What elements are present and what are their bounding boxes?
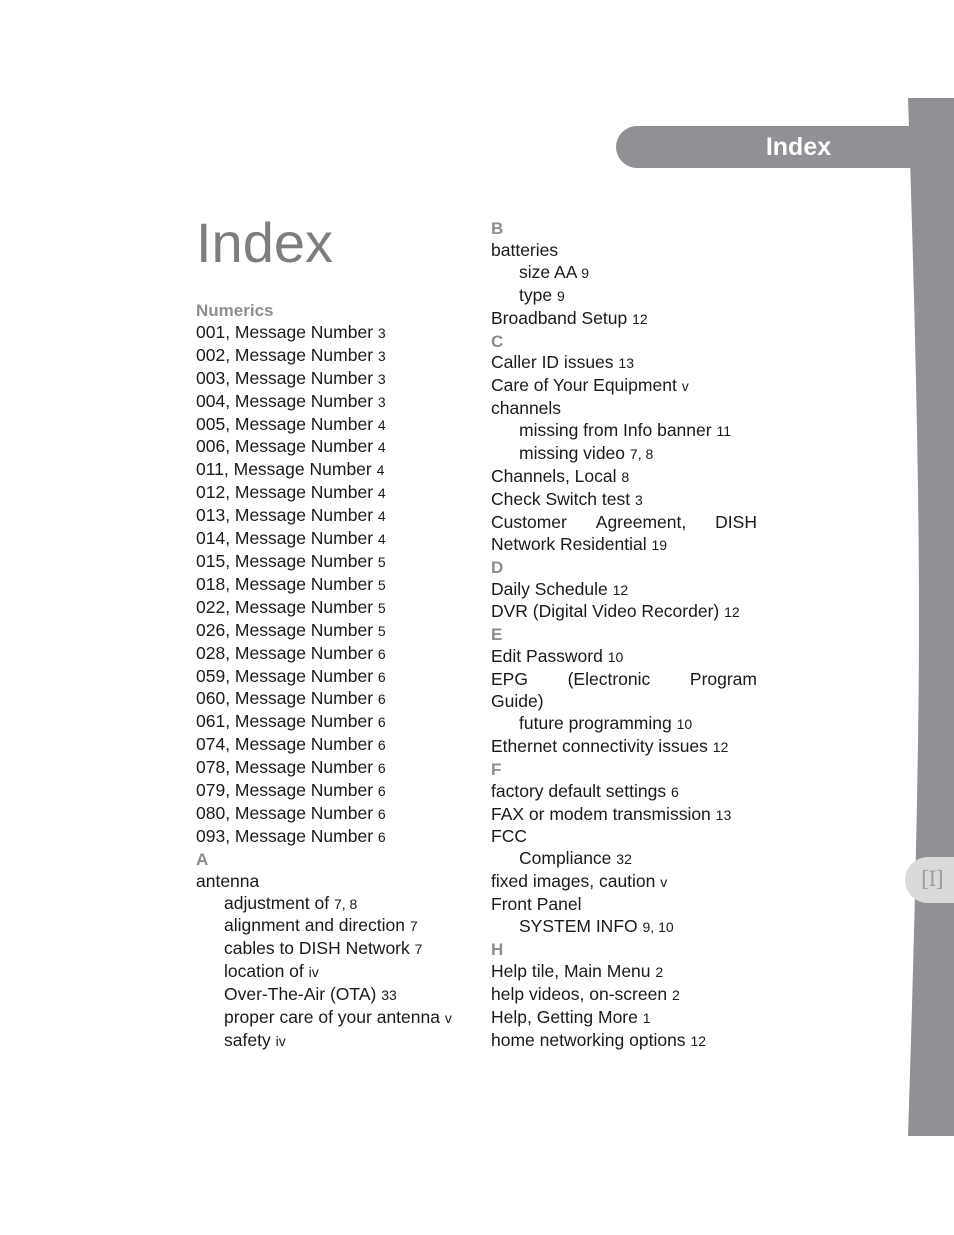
index-entry [196,803,464,826]
entry-text: FCC [491,826,527,847]
entry-text: 014, Message Number [196,528,374,549]
section-heading-numerics: Numerics [196,301,274,320]
index-entry [196,711,464,734]
entry-pages: 4 [377,416,386,433]
e-list-post [491,713,759,759]
entry-pages: 10 [607,649,624,666]
index-entry [491,466,759,489]
entry-pages: 4 [377,531,386,548]
index-entry [491,579,759,602]
index-entry [491,1030,759,1053]
entry-text: 005, Message Number [196,413,374,434]
entry-text: 022, Message Number [196,596,374,617]
entry-text: missing video [519,443,626,464]
index-entry [491,871,759,894]
entry-text: 011, Message Number [196,459,372,480]
entry-word: DISH [715,511,757,532]
section-heading-f: F [491,759,502,779]
index-entry [491,262,759,285]
index-entry-epg-cont [491,691,759,713]
index-entry [196,391,464,414]
entry-text: 004, Message Number [196,390,374,411]
index-entry [491,894,759,916]
b-list [491,240,759,331]
entry-pages: v [681,378,689,395]
index-entry [196,984,464,1007]
entry-pages: 11 [716,423,732,440]
section-heading-c: C [491,331,504,351]
entry-pages: 6 [377,828,386,845]
index-entry [196,961,464,984]
index-entry [491,804,759,827]
entry-pages: 6 [377,805,386,822]
index-entry [196,620,464,643]
index-entry [491,781,759,804]
side-tab [905,857,954,903]
entry-text: size AA [519,261,577,282]
index-entry [196,414,464,437]
entry-text: 012, Message Number [196,482,374,503]
entry-text: Daily Schedule [491,578,608,599]
entry-pages: 8 [621,468,630,485]
section-heading-h: H [491,940,504,959]
index-entry [196,688,464,711]
index-entry [491,420,759,443]
entry-pages: 6 [377,737,386,754]
index-entry [196,643,464,666]
index-entry [196,1030,464,1053]
entry-pages: 5 [377,553,386,570]
entry-pages: 6 [377,691,386,708]
index-entry [491,398,759,420]
entry-pages: 5 [377,576,386,593]
entry-pages: 13 [618,355,634,372]
entry-text: Broadband Setup [491,307,628,328]
index-entry-customer-agreement-cont [491,534,759,557]
entry-text: 003, Message Number [196,367,374,388]
entry-text: Channels, Local [491,465,617,486]
entry-text: batteries [491,239,559,260]
side-strip [905,98,954,1136]
entry-text: FAX or modem transmission [491,803,711,824]
index-entry [196,597,464,620]
entry-text: 078, Message Number [196,757,374,778]
book-icon: [I] [921,867,943,891]
entry-pages: 3 [377,370,386,387]
index-entry [491,443,759,466]
entry-pages: 2 [671,986,680,1003]
entry-text: Network Residential [491,533,647,554]
entry-text: 074, Message Number [196,734,374,755]
entry-word: Customer [491,511,567,532]
numerics-list [196,322,464,849]
entry-text: fixed images, caution [491,871,656,892]
index-entry [491,984,759,1007]
entry-text: antenna [196,870,260,891]
entry-pages: v [660,874,668,891]
index-entry [196,893,464,916]
entry-pages: 6 [377,714,386,731]
h-list [491,961,759,1053]
index-entry [196,734,464,757]
entry-pages: 3 [377,393,386,410]
entry-word: EPG [491,669,528,690]
entry-text: type [519,284,553,305]
index-entry [196,574,464,597]
index-entry [491,916,759,939]
index-entry [196,915,464,938]
entry-text: adjustment of [224,892,330,913]
entry-pages: 13 [715,806,732,823]
entry-pages: 19 [651,536,668,553]
entry-pages: 12 [724,604,740,621]
entry-text: 001, Message Number [196,321,374,342]
entry-pages: 6 [377,668,386,685]
entry-text: future programming [519,712,672,733]
entry-pages: 4 [377,485,386,502]
entry-text: DVR (Digital Video Recorder) [491,601,720,622]
entry-pages: 7 [409,918,418,935]
index-entry [196,826,464,849]
index-column-1 [196,300,464,1053]
entry-text: cables to DISH Network [224,938,410,959]
entry-text: Over-The-Air (OTA) [224,984,377,1005]
entry-pages: 7, 8 [629,446,654,463]
entry-pages: 33 [381,987,397,1004]
section-heading-d: D [491,557,504,577]
index-entry [491,285,759,308]
index-entry [196,871,464,893]
index-entry [196,368,464,391]
entry-text: Caller ID issues [491,352,614,373]
index-entry [491,375,759,398]
index-entry [491,601,759,624]
header-tab-label: Index [765,133,832,161]
entry-text: safety [224,1030,271,1050]
index-entry [196,345,464,368]
entry-text: Ethernet connectivity issues [491,735,708,756]
entry-pages: 12 [712,738,729,755]
entry-text: 026, Message Number [196,619,374,640]
index-entry-epg [491,669,757,691]
entry-pages: v [444,1010,452,1027]
entry-text: SYSTEM INFO [519,916,638,937]
entry-text: Guide) [491,691,544,712]
entry-pages: 4 [377,508,386,525]
entry-text: 059, Message Number [196,665,374,686]
d-list [491,579,759,625]
index-entry [491,1007,759,1030]
entry-text: 028, Message Number [196,642,374,663]
entry-pages: 12 [690,1032,707,1049]
index-entry [491,713,759,736]
index-entry [196,666,464,689]
entry-pages: 3 [634,491,643,508]
entry-text: alignment and direction [224,915,405,936]
index-entry [491,352,759,375]
entry-pages: 2 [655,963,664,980]
entry-text: 060, Message Number [196,688,374,709]
entry-pages: 6 [377,760,386,777]
section-heading-a: A [196,849,209,869]
entry-pages: 1 [642,1009,651,1026]
entry-text: location of [224,961,304,982]
entry-pages: 5 [377,599,386,616]
index-entry [491,646,759,669]
entry-text: 079, Message Number [196,780,374,801]
entry-word: Agreement, [595,511,687,532]
entry-pages: 3 [377,324,386,341]
entry-text: 002, Message Number [196,344,374,365]
section-heading-e: E [491,625,503,645]
index-entry [491,736,759,759]
entry-text: Compliance [519,848,612,869]
entry-pages: 10 [676,715,693,732]
index-entry [196,938,464,961]
entry-pages: 7, 8 [333,895,358,912]
entry-pages: iv [275,1033,286,1049]
c-list [491,352,759,511]
entry-text: Care of Your Equipment [491,375,677,396]
entry-pages: 5 [377,622,386,639]
page-title: Index [196,211,333,274]
entry-text: 018, Message Number [196,573,374,594]
entry-pages: 3 [377,347,386,364]
entry-text: 015, Message Number [196,550,374,571]
entry-text: channels [491,398,562,419]
entry-text: missing from Info banner [519,420,712,441]
index-entry [491,848,759,871]
index-entry [491,826,759,848]
f-list [491,781,759,939]
entry-pages: 4 [376,462,385,479]
a-list [196,871,464,1053]
index-entry [491,961,759,984]
entry-text: help videos, on-screen [491,983,668,1004]
entry-pages: 32 [616,851,632,868]
index-entry [196,780,464,803]
entry-text: 013, Message Number [196,505,374,526]
index-column-2 [491,218,759,1053]
entry-text: Check Switch test [491,488,631,509]
entry-word: (Electronic [567,669,651,690]
entry-text: Front Panel [491,894,582,915]
section-heading-b: B [491,219,504,238]
entry-word: Program [689,669,757,690]
entry-text: 061, Message Number [196,711,374,732]
index-entry [196,322,464,345]
entry-pages: iv [308,964,319,981]
index-entry [491,308,759,331]
entry-pages: 4 [377,439,386,456]
index-entry [196,482,464,505]
index-entry [196,757,464,780]
index-entry [491,489,759,512]
entry-text: Help tile, Main Menu [491,960,651,981]
entry-text: Edit Password [491,646,603,667]
index-entry [196,436,464,459]
entry-pages: 12 [612,581,629,598]
entry-text: 080, Message Number [196,802,374,823]
index-entry [196,459,464,482]
entry-text: factory default settings [491,780,667,801]
entry-text: 006, Message Number [196,436,374,457]
entry-pages: 7 [414,941,423,958]
entry-pages: 6 [670,783,679,800]
entry-pages: 9 [581,264,590,281]
entry-text: 093, Message Number [196,825,374,846]
index-entry [196,505,464,528]
entry-pages: 9 [556,287,565,304]
entry-pages: 6 [377,783,386,800]
index-entry [491,240,759,262]
index-entry-customer-agreement [491,512,757,534]
entry-text: home networking options [491,1029,686,1050]
index-entry [196,551,464,574]
entry-text: Help, Getting More [491,1006,638,1027]
entry-pages: 12 [632,310,648,327]
entry-pages: 6 [377,645,386,662]
entry-pages: 9, 10 [642,919,674,936]
header-tab [616,126,954,168]
e-list-pre [491,646,759,669]
index-entry [196,1007,464,1030]
entry-text: proper care of your antenna [224,1007,440,1028]
index-entry [196,528,464,551]
